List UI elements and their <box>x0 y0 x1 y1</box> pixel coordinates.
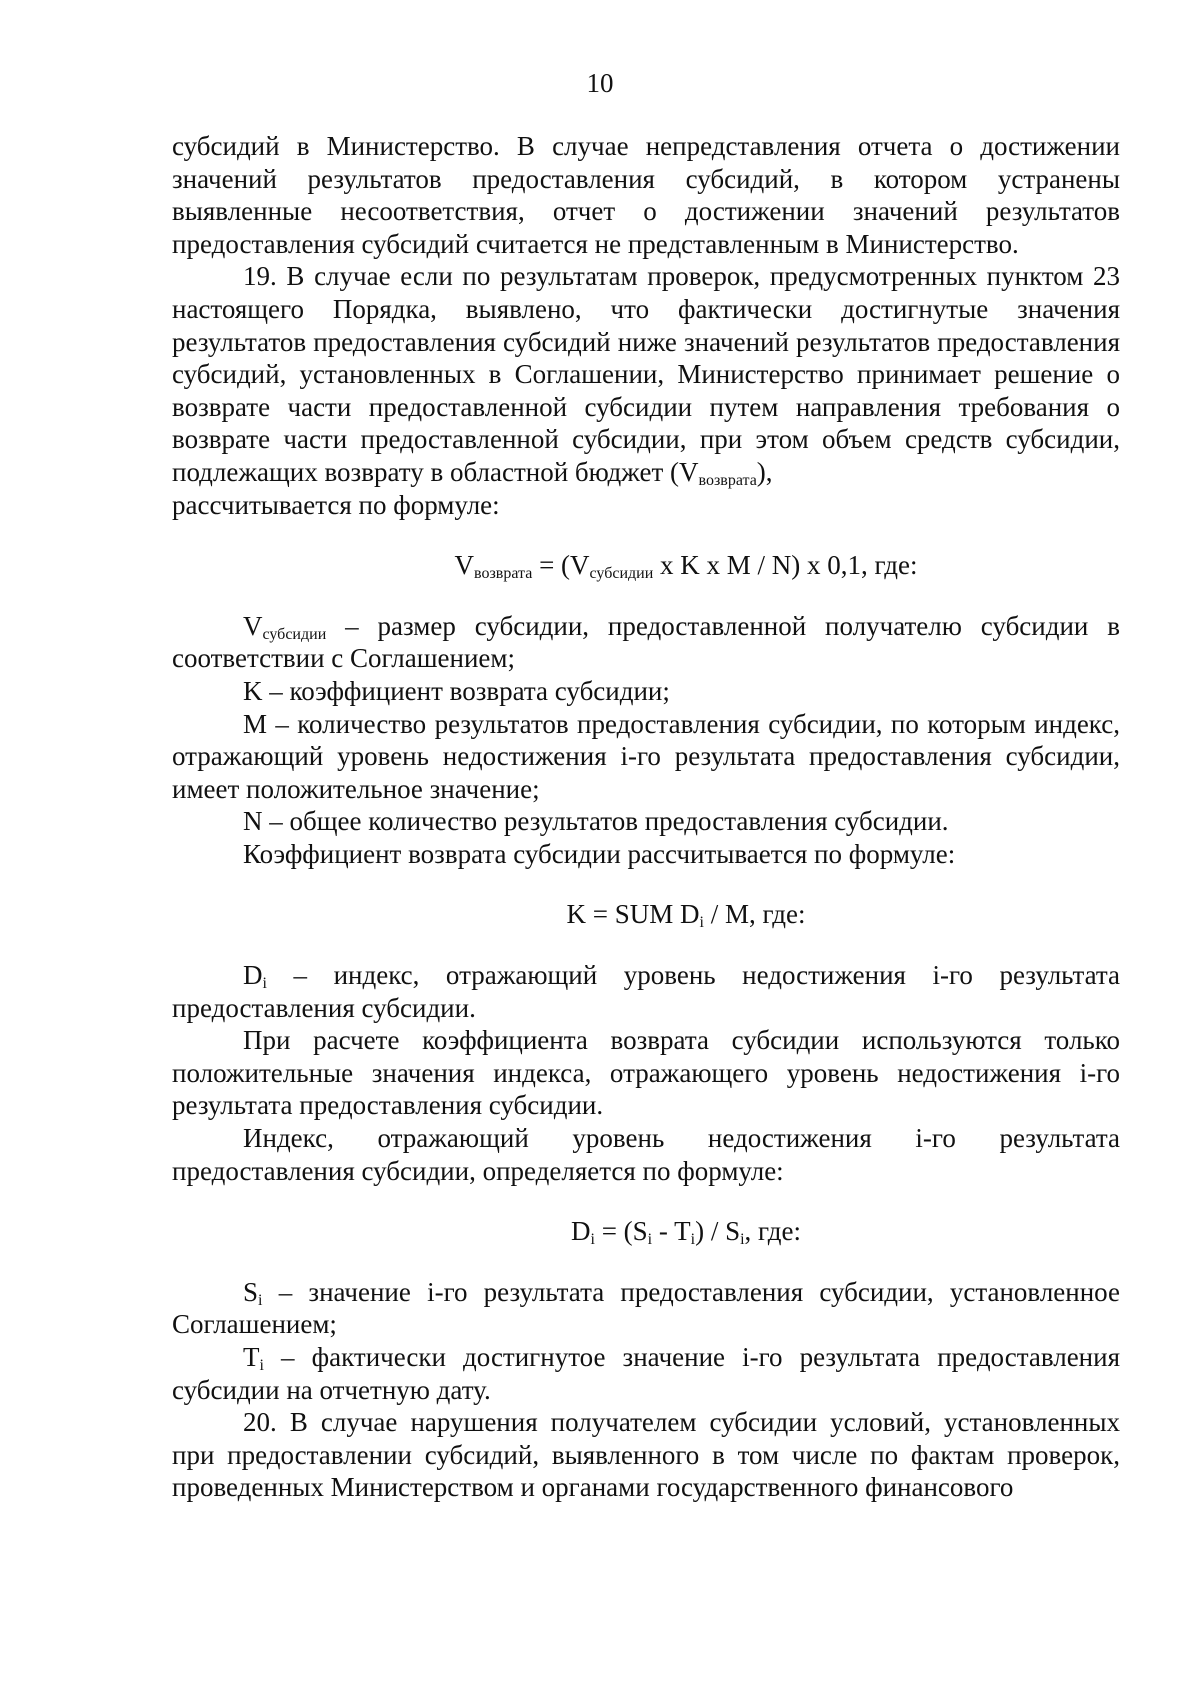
definition-k: K – коэффициент возврата субсидии; <box>243 675 670 706</box>
definition-s-subscript: i <box>258 1291 263 1309</box>
definition-t-text: – фактически достигнутое значение i-го результата предоставления субсидии на отчетную дату. <box>172 1342 1120 1405</box>
paragraph-report-continuation: субсидий в Министерство. В случае непредставления отчета о достижении значений результатов предоставления субсидий, в котором устранены выявленные несоответствия, отчет о достижении значений результатов предоставления субсидий считается не представленным в Министерство. <box>172 131 1120 259</box>
formula-v-symbol: V <box>454 550 475 581</box>
definition-v-text: – размер субсидии, предоставленной получателю субсидии в соответствии с Соглашением; <box>172 610 1120 674</box>
definition-v-symbol: V <box>243 610 263 641</box>
formula-d-part-2: - T <box>652 1216 691 1247</box>
page-number: 10 <box>586 68 614 98</box>
formula-v-return <box>172 549 1120 582</box>
paragraph-19-subscript: возврата <box>698 471 757 489</box>
formula-v-rest: x K x M / N) x 0,1, где: <box>653 550 918 581</box>
definition-m: M – количество результатов предоставления субсидии, по которым индекс, отражающий уровень недостижения i-го результата предоставления субсидии, имеет положительное значение; <box>172 708 1120 804</box>
formula-v-return-subscript: возврата <box>474 565 533 583</box>
definition-d <box>172 959 1120 1024</box>
definition-t-symbol: T <box>243 1342 260 1372</box>
paragraph-20: 20. В случае нарушения получателем субсидии условий, установленных при предоставлении субсидий, выявленного в том числе по фактам проверок, проведенных Министерством и органами государственного финансового <box>172 1407 1120 1503</box>
formula-d-sub-4: i <box>740 1231 745 1249</box>
k-formula-intro: Коэффициент возврата субсидии рассчитывается по формуле: <box>243 838 956 869</box>
definition-d-symbol: D <box>243 960 263 991</box>
definition-t-subscript: i <box>259 1357 264 1374</box>
k-calculation-note: При расчете коэффициента возврата субсидии используются только положительные значения индекса, отражающего уровень недостижения i-го результата предоставления субсидии. <box>172 1025 1120 1121</box>
definition-d-text: – индекс, отражающий уровень недостижения i-го результата предоставления субсидии. <box>172 960 1120 1023</box>
formula-d-sub-2: i <box>647 1231 653 1249</box>
formula-d-part-4: , где: <box>744 1216 801 1247</box>
formula-d-symbol: D <box>570 1216 591 1247</box>
formula-k <box>172 898 1120 931</box>
document-body <box>172 130 1120 1504</box>
definition-s-symbol: S <box>243 1276 259 1307</box>
formula-k-pre: K = SUM D <box>566 899 700 930</box>
formula-d-part-3: ) / S <box>695 1216 741 1247</box>
paragraph-19 <box>172 260 1120 521</box>
formula-d-part-1: = (S <box>594 1216 648 1247</box>
paragraph-19-last-line: рассчитывается по формуле: <box>172 489 500 520</box>
definition-s-text: – значение i-го результата предоставления субсидии, установленное Соглашением; <box>172 1276 1120 1340</box>
formula-d <box>172 1215 1120 1248</box>
formula-d-sub-1: i <box>590 1231 595 1249</box>
definition-n: N – общее количество результатов предоставления субсидии. <box>243 806 949 837</box>
definition-v-subsidy <box>172 610 1120 675</box>
formula-v-mid: = (V <box>532 550 590 581</box>
definition-v-subscript: субсидии <box>262 625 327 643</box>
formula-k-rest: / M, где: <box>703 899 806 930</box>
definition-s <box>172 1276 1120 1341</box>
definition-t <box>172 1341 1120 1406</box>
paragraph-19-text: 19. В случае если по результатам проверок, предусмотренных пунктом 23 настоящего Порядка, выявлено, что фактически достигнутые значения результатов предоставления субсидий ниже значений результатов предоставления субсидий, установленных в Соглашении, Министерство принимает решение о возврате части предоставленной субсидии путем направления требования о возврате части предоставленной субсидии, при этом объем средств субсидии, подлежащих возврату в областной бюджет (V <box>172 261 1120 487</box>
formula-k-subscript: i <box>699 914 704 932</box>
definition-d-subscript: i <box>262 975 267 993</box>
formula-v-subsidy-subscript: субсидии <box>589 565 654 583</box>
d-formula-intro: Индекс, отражающий уровень недостижения i-го результата предоставления субсидии, определяется по формуле: <box>172 1123 1120 1186</box>
formula-d-sub-3: i <box>690 1231 696 1249</box>
paragraph-19-tail: ), <box>756 456 773 487</box>
